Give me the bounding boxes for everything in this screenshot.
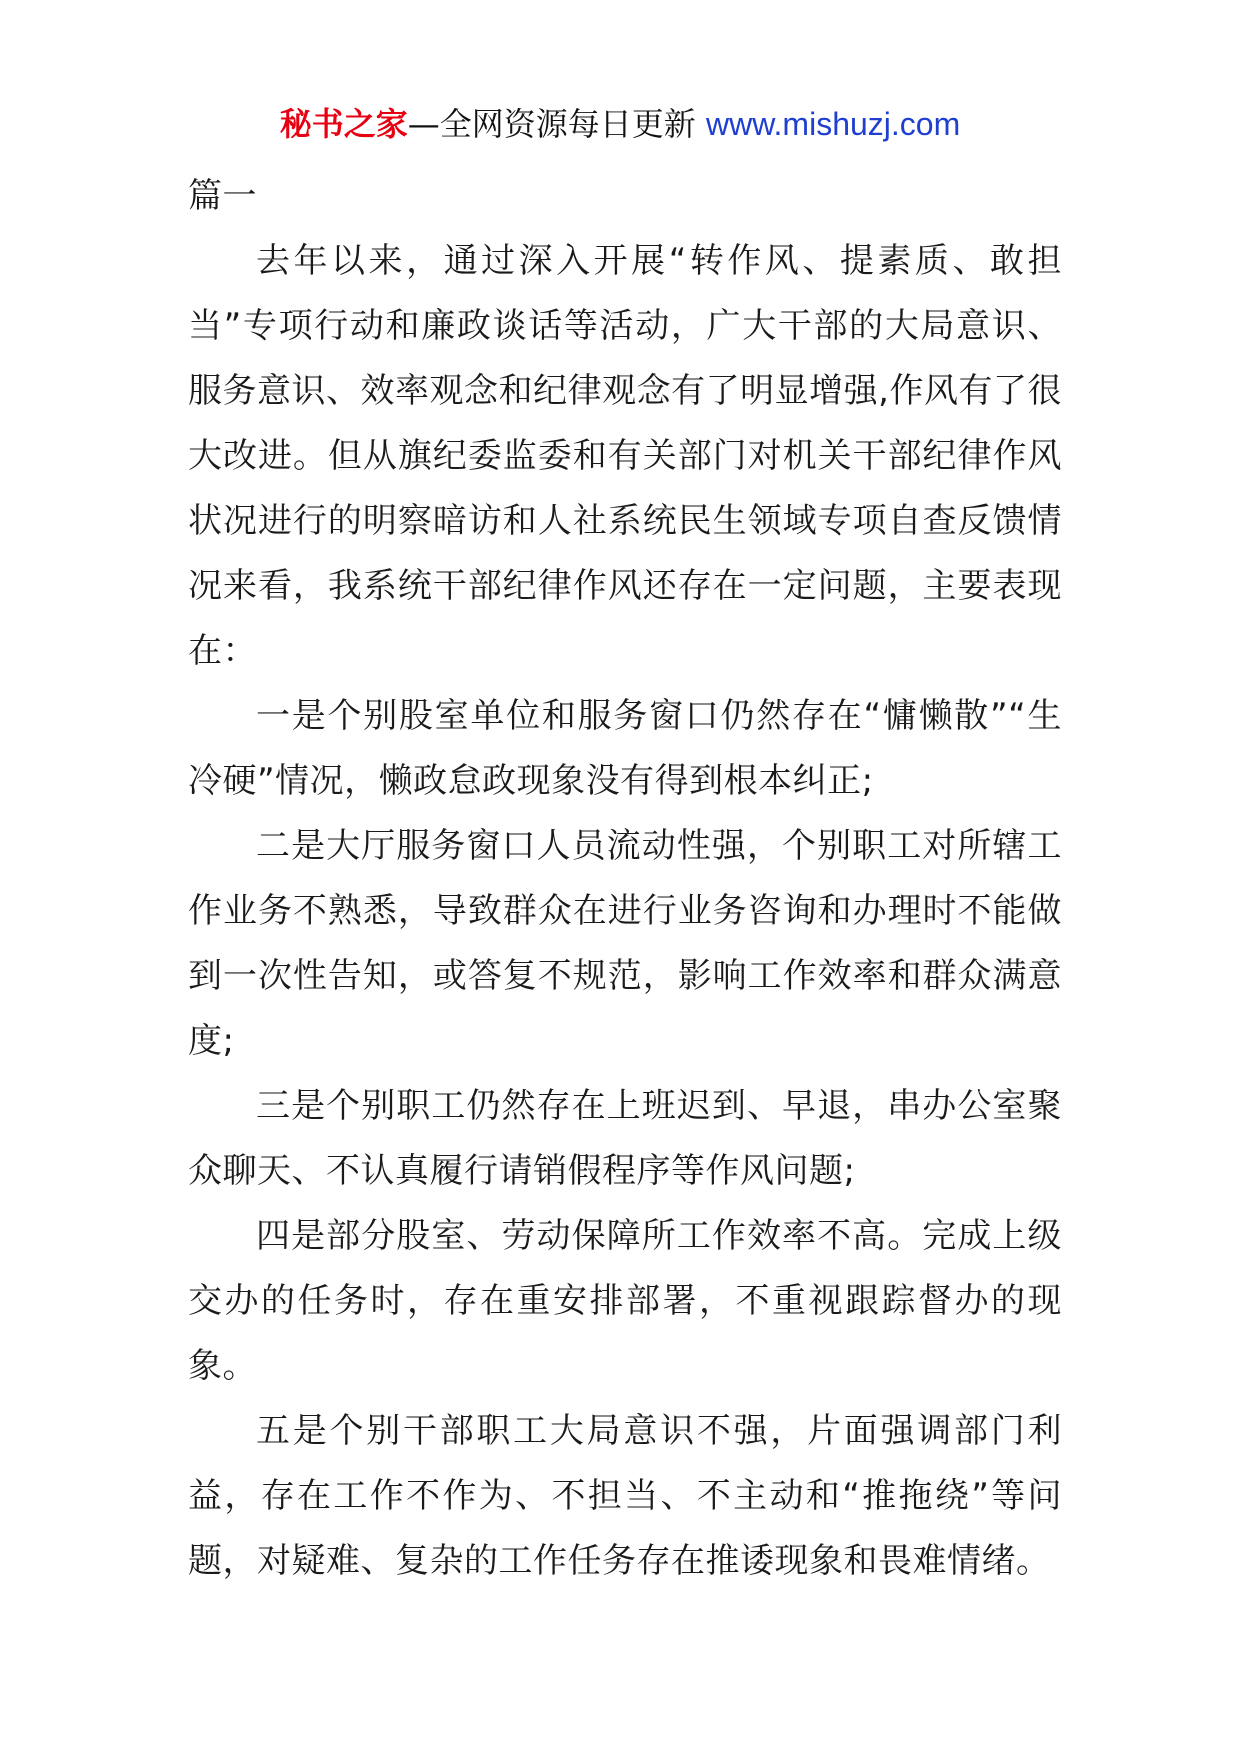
paragraph-item-5: 五是个别干部职工大局意识不强，片面强调部门利益，存在工作不作为、不担当、不主动和“推拖绕”等问题，对疑难、复杂的工作任务存在推诿现象和畏难情绪。 [188, 1411, 1062, 1581]
header-slogan: —全网资源每日更新 [407, 105, 696, 143]
page-header [0, 100, 1240, 148]
paragraph-item-3: 三是个别职工仍然存在上班迟到、早退，串办公室聚众聊天、不认真履行请销假程序等作风问题; [188, 1086, 1062, 1191]
paragraph-item-1: 一是个别股室单位和服务窗口仍然存在“慵懒散”“生冷硬”情况，懒政怠政现象没有得到根本纠正; [188, 696, 1062, 801]
document-body [188, 164, 1062, 1594]
paragraph-intro: 去年以来，通过深入开展“转作风、提素质、敢担当”专项行动和廉政谈话等活动，广大干部的大局意识、服务意识、效率观念和纪律观念有了明显增强,作风有了很大改进。但从旗纪委监委和有关部门对机关干部纪律作风状况进行的明察暗访和人社系统民生领域专项自查反馈情况来看，我系统干部纪律作风还存在一定问题，主要表现在： [188, 241, 1062, 671]
brand-name: 秘书之家 [279, 105, 408, 143]
website-url[interactable]: www.mishuzj.com [705, 106, 961, 142]
paragraph-item-2: 二是大厅服务窗口人员流动性强，个别职工对所辖工作业务不熟悉，导致群众在进行业务咨询和办理时不能做到一次性告知，或答复不规范，影响工作效率和群众满意度; [188, 826, 1062, 1061]
section-title: 篇一 [188, 176, 257, 216]
paragraph-item-4: 四是部分股室、劳动保障所工作效率不高。完成上级交办的任务时，存在重安排部署，不重视跟踪督办的现象。 [188, 1216, 1062, 1386]
